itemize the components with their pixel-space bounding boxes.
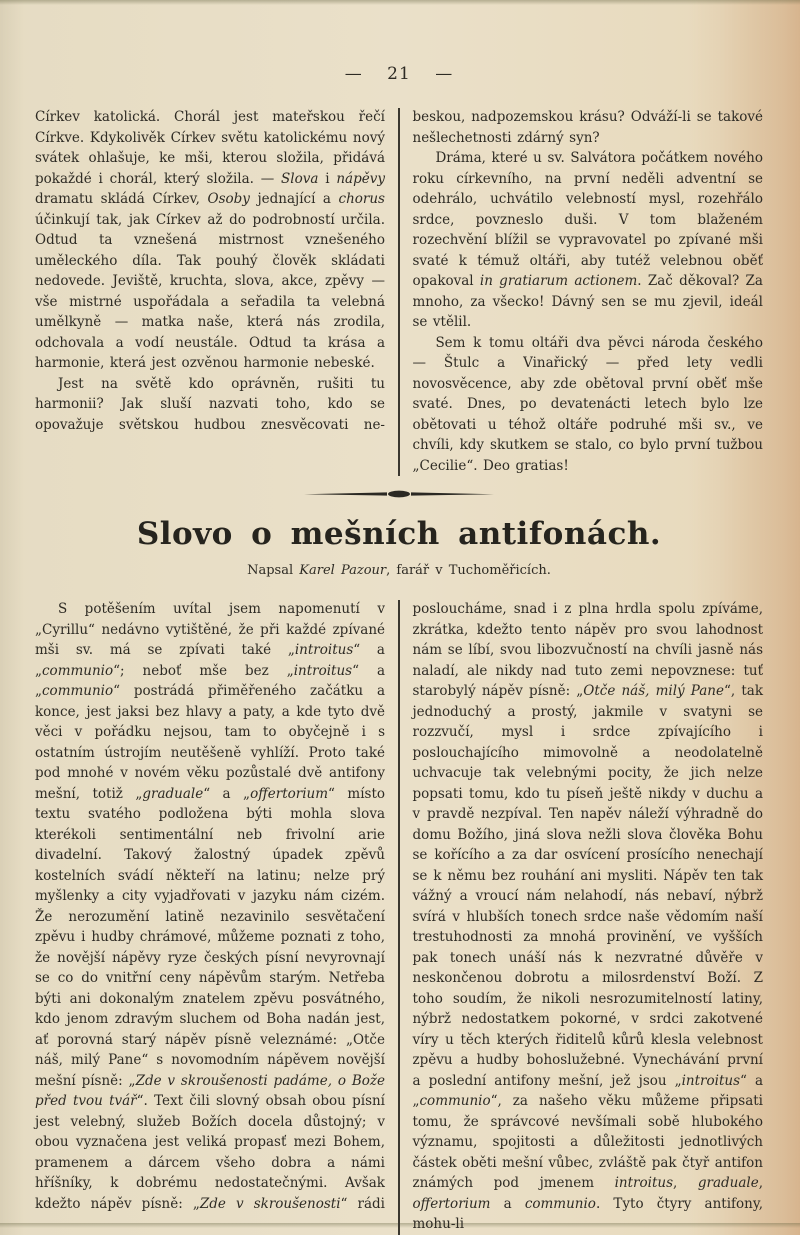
article-byline: Napsal Karel Pazour, farář v Tuchoměřicích. [247,563,551,578]
article-right-column [413,599,764,1235]
paragraph: beskou, nadpozemskou krásu? Odváží-li se takové nešlechetnosti zdárný syn? [412,109,763,146]
swelled-rule-icon [304,489,494,499]
article-left-column [35,599,385,1235]
article-title: Slovo o mešních antifonách. [136,516,662,552]
prelude-left-column [35,107,385,476]
column-divider-rule [398,108,400,476]
article-section [35,599,763,1235]
paragraph: Jest na světě kdo oprávněn, rušiti tu harmonii? Jak sluší nazvati toho, kdo se opovažuje světskou hudbou znesvěcovati ne- [35,375,385,433]
column-divider-rule [398,600,400,1235]
page-number-dash-left: — [344,64,363,84]
paragraph: posloucháme, snad i z plna hrdla spolu zpíváme, zkrátka, kdežto tento nápěv pro svou lahodnost nám se líbí, svou libozvučností na chvíli jasně nás naladí, ale nikdy nad tuto zemi nepovznese: tuť starobylý nápěv písně: „Otče náš, milý Pane“, tak jednoduchý a prostý, jakmile v svatyni se rozzvučí, mysl i srdce zpívajícího i poslouchajícího mimovolně a neodolatelně uchvacuje tak velebnými pocity, že jich nelze popsati tomu, kdo tu píseň ještě nikdy v duchu a v pravdě nezpíval. Ten napěv náleží výhradně do domu Božího, jiná slova nežli slova člověka Bohu se kořícího a za dar osvícení prosícího nenechají se k němu bez rouhání ani mysliti. Nápěv ten tak vážný a vroucí nám nelahodí, nás nebaví, nýbrž svírá v hlubších tonech srdce naše vědomím naší trestuhodnosti za mnohá provinění, ve vyšších pak tonech unáší nás k nezvratné důvěře v neskončenou dobrotu a milosrdenství Boží. Z toho soudím, že nikoli nesrozumitelností latiny, nýbrž nedostatkem pokorné, v srdci zakotvené víry u těch kterých řiditelů kůrů klesla velebnost zpěvu a hudby bohoslužebné. Vynechávání první a poslední antifony mešní, jež jsou „introitus“ a „communio“, za našeho věku můžeme připsati tomu, že správcové nevšímali sobě hlubokého významu, spojitosti a důležitosti jednotlivých částek oběti mešní vůbec, zvláště pak čtyř antifon známých pod jmenem introitus, graduale, offertorium a communio. Tyto čtyry antifony, mohu-li [412,601,763,1232]
paragraph: S potěšením uvítal jsem napomenutí v „Cyrillu“ nedávno vytištěné, že při každé zpívané mši sv. má se zpívati také „introitus“ a „communio“; neboť mše bez „introitus“ a „communio“ postrádá přiměřeného začátku a konce, jest jaksi bez hlavy a paty, a kde tyto dvě věci v pořádku nejsou, tam to obyčejně i s ostatním ústrojím neutěšeně vyhlíží. Proto také pod mnohé v novém věku pozůstalé dvě antifony mešní, totiž „graduale“ a „offertorium“ místo textu svatého podložena býti mohla slova kterékoli sentimentální neb frivolní arie divadelní. Takový žalostný úpadek zpěvů kostelních svádí někteří na latinu; nelze prý myšlenky a city vyjadřovati v jazyku nám cizém. Že nerozumění latině nezavinilo sesvětačení zpěvu i hudby chrámové, můžeme poznati z toho, že novější nápěvy ryze českých písní nevyrovnají se co do vnitřní ceny nápěvům starým. Netřeba býti ani dokonalým znatelem zpěvu posvátného, kdo jenom zdravým sluchem od Boha nadán jest, ať porovná starý nápěv písně veleznámé: „Otče náš, milý Pane“ s novomodním nápěvem novější mešní písně: „Zde v skroušenosti padáme, o Bože před tvou tvář“. Text čili slovný obsah obou písní jest velebný, služeb Božích docela důstojný; v obou vyznačena jest veliká propasť mezi Bohem, pramenem a dárcem všeho dobra a námi hříšníky, k dobrému nedostatečnými. Avšak kdežto nápěv písně: „Zde v skroušenosti“ rádi [35,601,386,1212]
prelude-right-column [413,107,764,476]
prelude-section [35,107,763,476]
paragraph: Dráma, které u sv. Salvátora počátkem nového roku církevního, na první neděli adventní se odehrálo, uchvátilo velebností mysl, rozehřálo srdce, povzneslo duši. V tom blaženém rozechvění blížil se vypravovatel po zpívané mši svaté k témuž oltáři, aby tutéž velebnou oběť opakoval in gratiarum actionem. Zač děkoval? Za mnoho, za všecko! Dávný sen se mu zjevil, ideál se vtělil. [412,150,763,330]
page-number-dash-right: — [435,64,454,84]
paragraph: Církev katolická. Chorál jest mateřskou řečí Církve. Kdykolivěk Církev světu katolickému nový svátek ohlašuje, ke mši, kterou složila, přidává pokaždé i chorál, který složila. — Slova i nápěvy dramatu skládá Církev, Osoby jednající a chorus účinkují tak, jak Církev až do podrobností určila. Odtud ta vznešená mistrnost vznešeného uměleckého díla. Tak pouhý člověk skládati nedovede. Jeviště, kruchta, slova, akce, zpěvy — vše mistrné uspořádala a seřadila ta velebná umělkyně — matka naše, která nás zrodila, odchovala a vodí neustále. Odtud ta krása a harmonie, která jest ozvěnou harmonie nebeské. [35,109,385,371]
page-number: 21 [387,64,411,84]
page-header [35,64,763,84]
paragraph: Sem k tomu oltáři dva pěvci národa českého — Štulc a Vinařický — před lety vedli novosvěcence, aby zde obětoval první oběť mše svaté. Dnes, po devatenácti letech bylo lze obětovati u téhož oltáře podruhé mši sv., ve chvíli, kdy skutkem se stalo, co bylo první tužbou „Cecilie“. Deo gratias! [412,334,763,474]
